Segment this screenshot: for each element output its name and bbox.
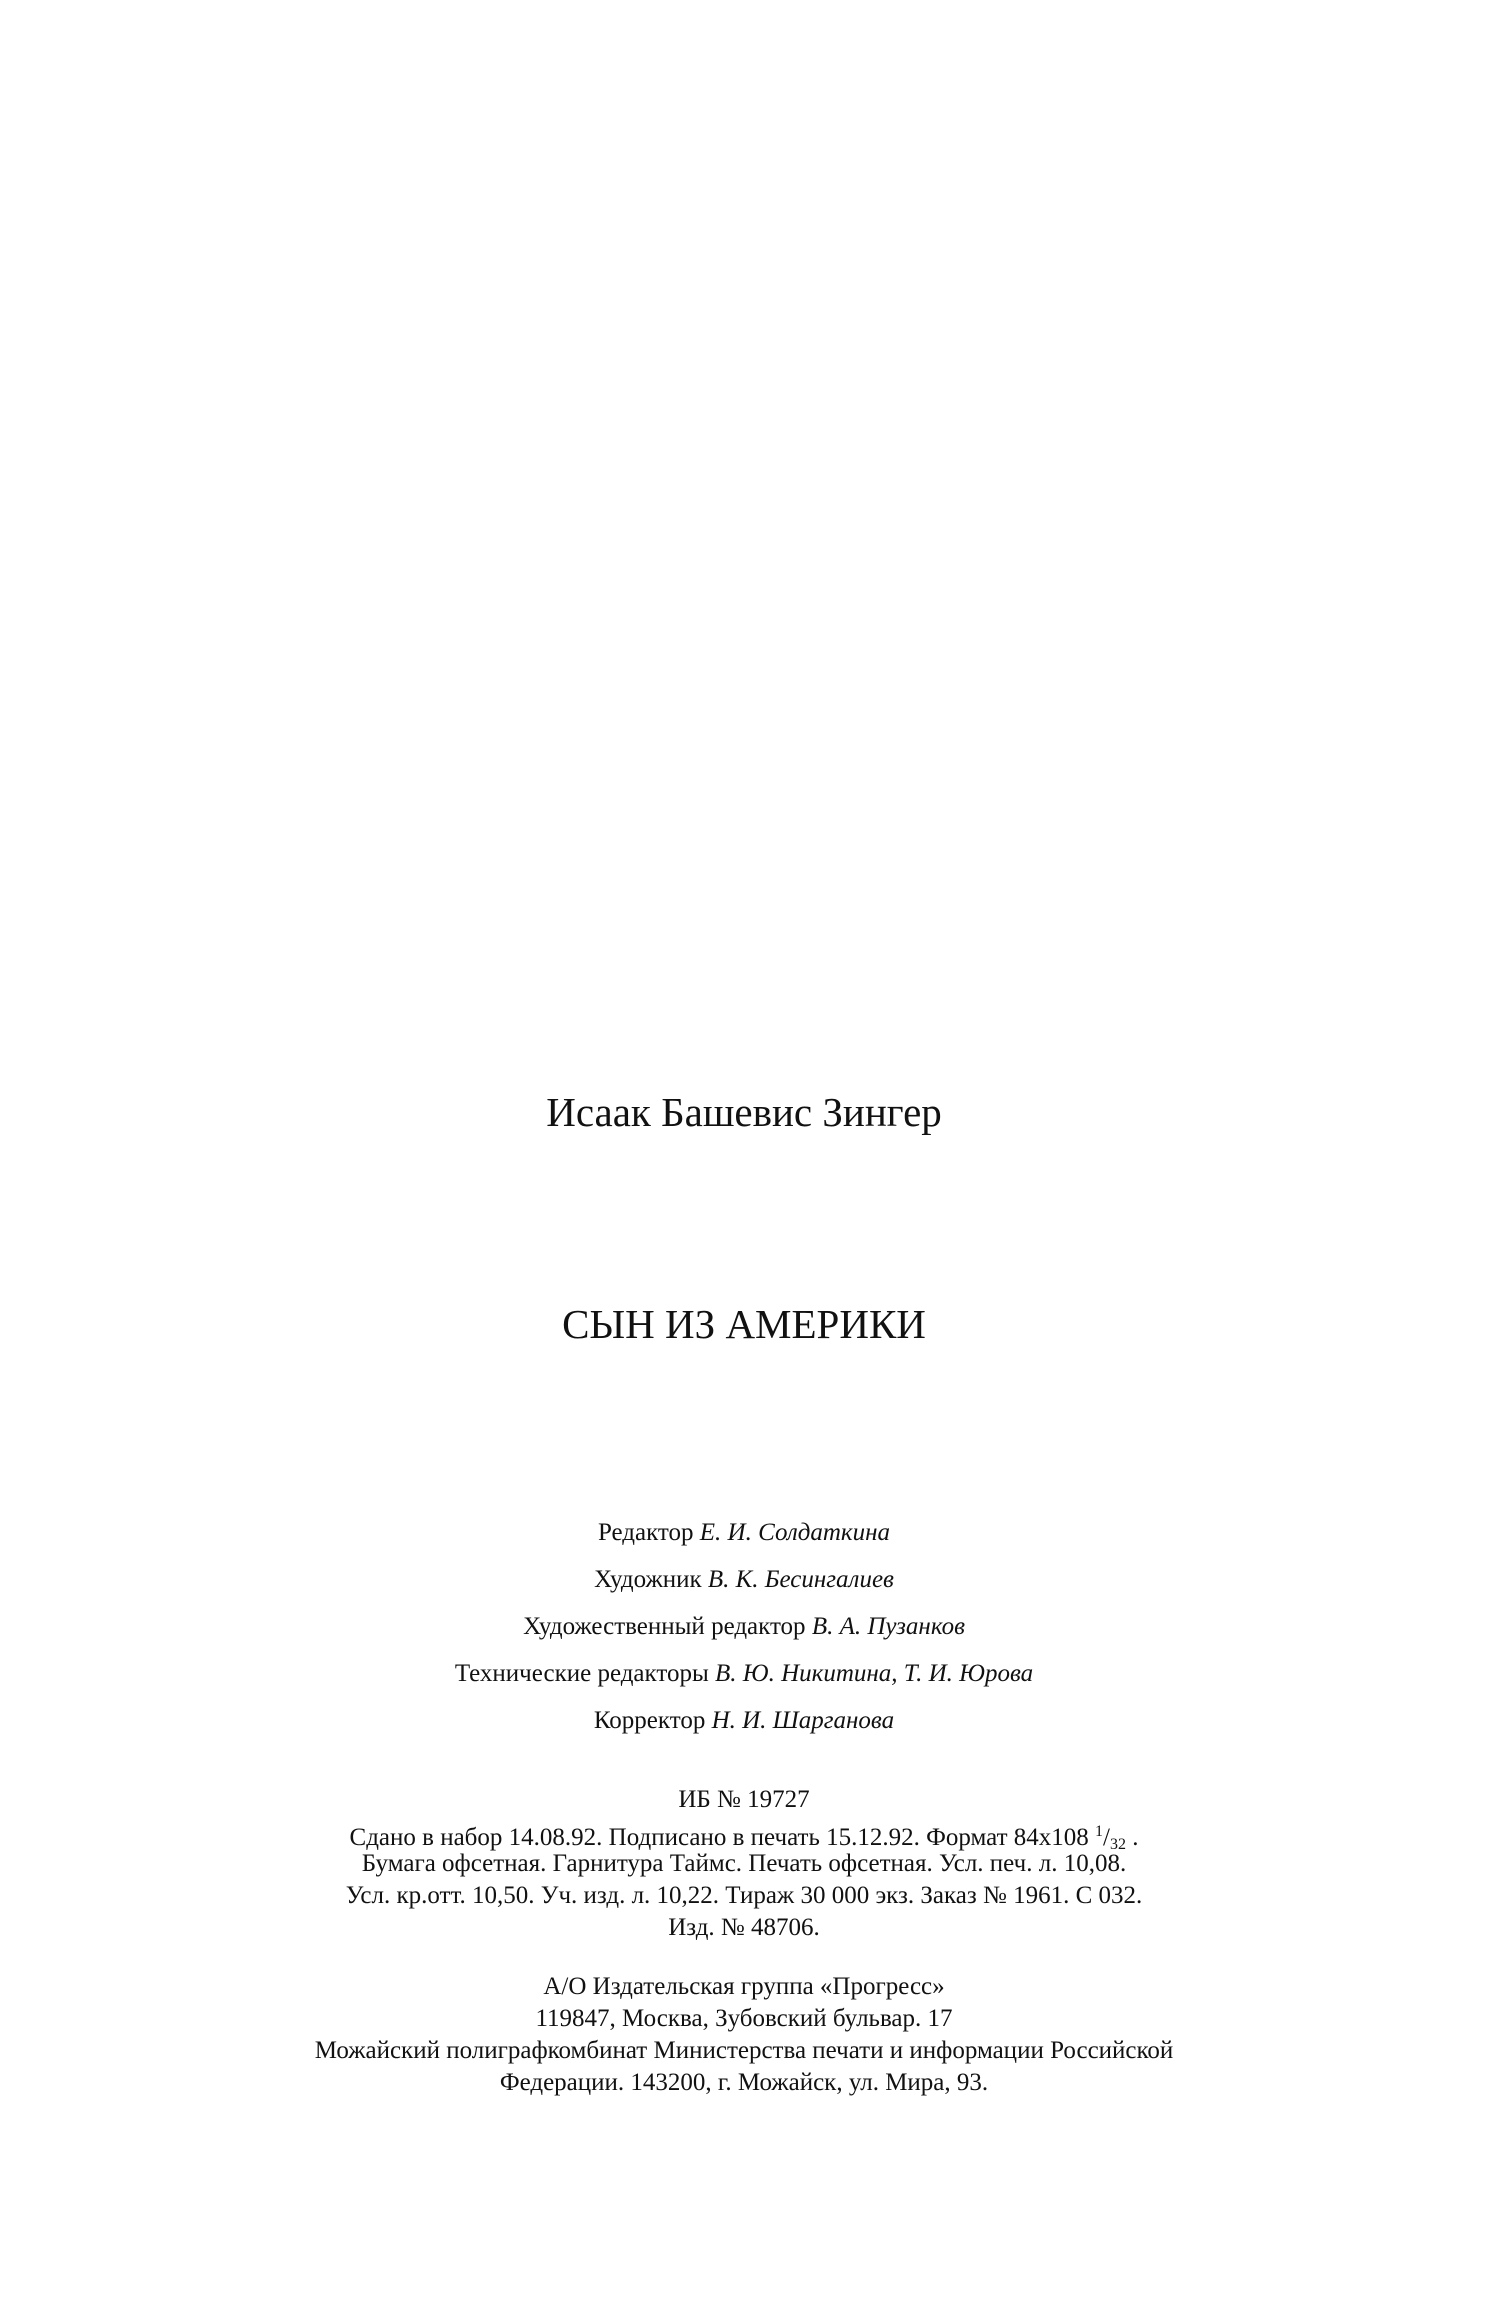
credit-editor bbox=[0, 1517, 1488, 1564]
printer-line-2: Федерации. 143200, г. Можайск, ул. Мира, 93. bbox=[499, 2069, 989, 2096]
imprint-line-1-prefix: Сдано в набор 14.08.92. Подписано в печать 15.12.92. Формат 84x108 bbox=[349, 1824, 1089, 1851]
credit-technical-editors bbox=[0, 1658, 1488, 1705]
publisher-address: 119847, Москва, Зубовский бульвар. 17 bbox=[535, 2005, 953, 2032]
imprint-line-3: Усл. кр.отт. 10,50. Уч. изд. л. 10,22. Тираж 30 000 экз. Заказ № 1961. С 032. bbox=[345, 1882, 1143, 1909]
credit-person: В. К. Бесингалиев bbox=[707, 1566, 894, 1593]
book-author: Исаак Башевис Зингер bbox=[546, 1089, 942, 1135]
publisher-name: А/О Издательская группа «Прогресс» bbox=[543, 1973, 945, 2000]
credit-role: Художник bbox=[594, 1566, 702, 1593]
format-denominator: 32 bbox=[1109, 1836, 1126, 1853]
credit-artist bbox=[0, 1564, 1488, 1611]
imprint-line-2: Бумага офсетная. Гарнитура Таймс. Печать офсетная. Усл. печ. л. 10,08. bbox=[361, 1850, 1127, 1877]
credit-role: Редактор bbox=[597, 1519, 694, 1546]
imprint-line-4: Изд. № 48706. bbox=[668, 1914, 820, 1941]
format-fraction bbox=[1095, 1824, 1126, 1851]
book-title: СЫН ИЗ АМЕРИКИ bbox=[562, 1301, 926, 1347]
format-numerator: 1 bbox=[1095, 1823, 1103, 1840]
imprint-line-1-suffix: . bbox=[1132, 1824, 1139, 1851]
credit-role: Технические редакторы bbox=[454, 1660, 709, 1687]
credit-person: В. А. Пузанков bbox=[811, 1613, 965, 1640]
printer-line-1: Можайский полиграфкомбинат Министерства печати и информации Российской bbox=[314, 2037, 1174, 2064]
publisher-block bbox=[0, 1971, 1488, 2099]
credit-person: Е. И. Солдаткина bbox=[699, 1519, 891, 1546]
credit-proofreader bbox=[0, 1705, 1488, 1752]
imprint-line-1 bbox=[0, 1816, 1488, 1853]
credit-role: Корректор bbox=[593, 1707, 706, 1734]
credit-role: Художественный редактор bbox=[523, 1613, 806, 1640]
imprint-ib-number: ИБ № 19727 bbox=[678, 1786, 810, 1813]
credit-person: В. Ю. Никитина, Т. И. Юрова bbox=[715, 1660, 1034, 1687]
format-slash: / bbox=[1103, 1824, 1110, 1851]
credit-person: Н. И. Шарганова bbox=[711, 1707, 895, 1734]
imprint-block bbox=[0, 1784, 1488, 1944]
credit-art-editor bbox=[0, 1611, 1488, 1658]
credits-list bbox=[0, 1517, 1488, 1752]
